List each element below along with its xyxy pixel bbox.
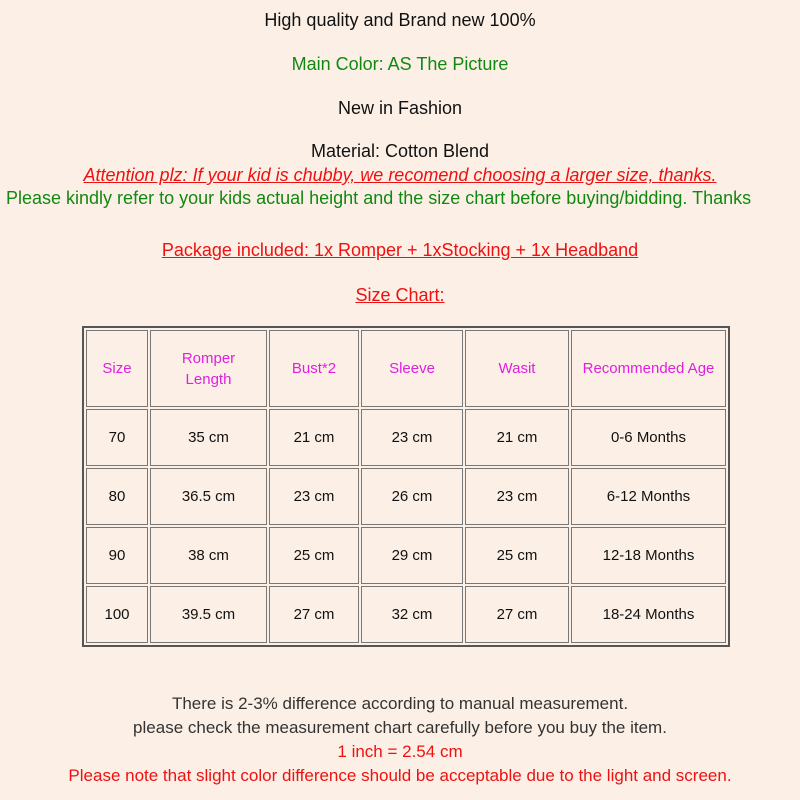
- table-cell: 18-24 Months: [571, 586, 726, 643]
- footer-inch: 1 inch = 2.54 cm: [337, 742, 463, 761]
- header-cell: Bust*2: [269, 330, 359, 407]
- table-cell: 23 cm: [269, 468, 359, 525]
- table-cell: 0-6 Months: [571, 409, 726, 466]
- intro-attention: Attention plz: If your kid is chubby, we recomend choosing a larger size, thanks.: [83, 165, 717, 185]
- table-cell: 25 cm: [269, 527, 359, 584]
- header-cell: Sleeve: [361, 330, 463, 407]
- table-row: [86, 527, 726, 584]
- table-header-row: [86, 330, 726, 407]
- table-row: [86, 409, 726, 466]
- intro-material: Material: Cotton Blend: [310, 141, 490, 161]
- intro-refer: Please kindly refer to your kids actual height and the size chart before buying/bidding. Thanks: [6, 188, 752, 208]
- table-cell: 23 cm: [361, 409, 463, 466]
- header-cell: Size: [86, 330, 148, 407]
- footer-color-note: Please note that slight color difference should be acceptable due to the light and screen.: [68, 766, 732, 785]
- table-cell: 21 cm: [465, 409, 569, 466]
- table-cell: 26 cm: [361, 468, 463, 525]
- table-cell: 70: [86, 409, 148, 466]
- table-cell: 27 cm: [269, 586, 359, 643]
- table-row: [86, 586, 726, 643]
- footer-check: please check the measurement chart carefully before you buy the item.: [133, 718, 667, 737]
- intro-package: Package included: 1x Romper + 1xStocking + 1x Headband: [161, 240, 639, 260]
- table-cell: 36.5 cm: [150, 468, 267, 525]
- size-chart-title: Size Chart:: [355, 285, 445, 305]
- intro-quality: High quality and Brand new 100%: [264, 10, 536, 30]
- table-cell: 21 cm: [269, 409, 359, 466]
- table-cell: 6-12 Months: [571, 468, 726, 525]
- intro-main-color: Main Color: AS The Picture: [291, 54, 509, 74]
- table-cell: 29 cm: [361, 527, 463, 584]
- size-chart-table: [82, 326, 730, 647]
- table-cell: 100: [86, 586, 148, 643]
- header-romper-length: Romper Length: [181, 349, 236, 388]
- intro-fashion: New in Fashion: [337, 98, 463, 118]
- footer-difference: There is 2-3% difference according to manual measurement.: [171, 694, 629, 713]
- table-cell: 27 cm: [465, 586, 569, 643]
- table-cell: 90: [86, 527, 148, 584]
- table-cell: 39.5 cm: [150, 586, 267, 643]
- table-cell: 23 cm: [465, 468, 569, 525]
- header-cell: Recommended Age: [571, 330, 726, 407]
- table-cell: 32 cm: [361, 586, 463, 643]
- table-cell: 35 cm: [150, 409, 267, 466]
- table-cell: 12-18 Months: [571, 527, 726, 584]
- table-cell: 25 cm: [465, 527, 569, 584]
- table-cell: 80: [86, 468, 148, 525]
- table-cell: 38 cm: [150, 527, 267, 584]
- header-cell: [150, 330, 267, 407]
- header-cell: Wasit: [465, 330, 569, 407]
- table-row: [86, 468, 726, 525]
